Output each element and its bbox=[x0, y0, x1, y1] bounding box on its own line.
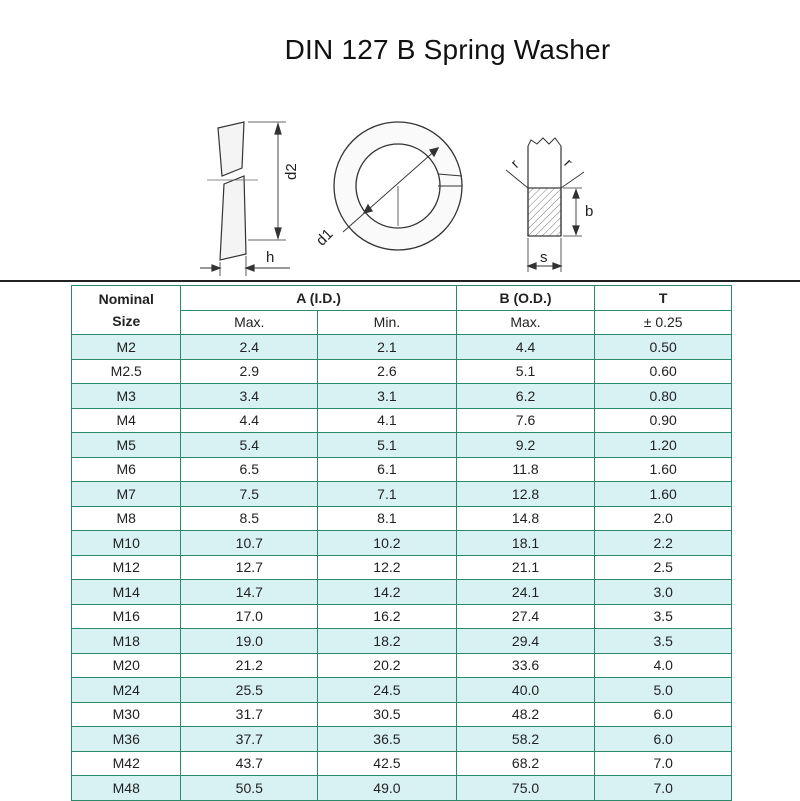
cell-nominal-size: M42 bbox=[72, 751, 181, 776]
cell-a-min: 24.5 bbox=[318, 678, 457, 703]
cell-a-min: 14.2 bbox=[318, 580, 457, 605]
cell-a-max: 6.5 bbox=[181, 457, 318, 482]
cell-t: 5.0 bbox=[595, 678, 732, 703]
table-header-row bbox=[72, 286, 732, 311]
cell-a-max: 21.2 bbox=[181, 653, 318, 678]
cell-b-max: 68.2 bbox=[456, 751, 595, 776]
table-row bbox=[72, 776, 732, 801]
cell-b-max: 75.0 bbox=[456, 776, 595, 801]
cell-a-max: 14.7 bbox=[181, 580, 318, 605]
cell-a-max: 10.7 bbox=[181, 531, 318, 556]
header-b: B (O.D.) bbox=[456, 286, 595, 311]
cell-a-min: 18.2 bbox=[318, 629, 457, 654]
header-t-tol: ± 0.25 bbox=[595, 310, 732, 335]
cell-a-min: 12.2 bbox=[318, 555, 457, 580]
label-s: s bbox=[540, 249, 548, 266]
cell-a-min: 30.5 bbox=[318, 702, 457, 727]
table-row bbox=[72, 506, 732, 531]
cell-t: 4.0 bbox=[595, 653, 732, 678]
cell-a-max: 2.9 bbox=[181, 359, 318, 384]
cell-nominal-size: M16 bbox=[72, 604, 181, 629]
cell-a-min: 7.1 bbox=[318, 482, 457, 507]
cell-a-min: 3.1 bbox=[318, 384, 457, 409]
table-row bbox=[72, 531, 732, 556]
table-row bbox=[72, 555, 732, 580]
cell-nominal-size: M14 bbox=[72, 580, 181, 605]
ring-view bbox=[334, 122, 462, 250]
cell-a-min: 6.1 bbox=[318, 457, 457, 482]
cell-nominal-size: M20 bbox=[72, 653, 181, 678]
table-row bbox=[72, 678, 732, 703]
cell-t: 2.0 bbox=[595, 506, 732, 531]
cell-nominal-size: M12 bbox=[72, 555, 181, 580]
label-d2: d2 bbox=[283, 163, 300, 180]
cell-a-max: 8.5 bbox=[181, 506, 318, 531]
washer-drawing bbox=[0, 0, 800, 280]
header-a-min: Min. bbox=[318, 310, 457, 335]
table-row bbox=[72, 653, 732, 678]
table-row bbox=[72, 604, 732, 629]
cell-t: 2.5 bbox=[595, 555, 732, 580]
cell-nominal-size: M3 bbox=[72, 384, 181, 409]
cell-b-max: 7.6 bbox=[456, 408, 595, 433]
cell-nominal-size: M2 bbox=[72, 335, 181, 360]
cell-t: 3.0 bbox=[595, 580, 732, 605]
header-a: A (I.D.) bbox=[181, 286, 456, 311]
cell-a-max: 5.4 bbox=[181, 433, 318, 458]
cell-b-max: 40.0 bbox=[456, 678, 595, 703]
label-h: h bbox=[266, 249, 275, 266]
divider-line bbox=[0, 280, 800, 282]
cell-nominal-size: M2.5 bbox=[72, 359, 181, 384]
header-nominal: Nominal bbox=[98, 291, 154, 307]
cell-a-min: 4.1 bbox=[318, 408, 457, 433]
header-nominal-size bbox=[72, 286, 181, 335]
cell-a-max: 19.0 bbox=[181, 629, 318, 654]
cell-b-max: 4.4 bbox=[456, 335, 595, 360]
cell-b-max: 9.2 bbox=[456, 433, 595, 458]
label-r-left: r bbox=[507, 156, 522, 171]
cell-nominal-size: M5 bbox=[72, 433, 181, 458]
header-a-max: Max. bbox=[181, 310, 318, 335]
cell-b-max: 33.6 bbox=[456, 653, 595, 678]
cell-b-max: 12.8 bbox=[456, 482, 595, 507]
cell-a-min: 20.2 bbox=[318, 653, 457, 678]
cell-b-max: 5.1 bbox=[456, 359, 595, 384]
cell-nominal-size: M10 bbox=[72, 531, 181, 556]
cell-t: 1.20 bbox=[595, 433, 732, 458]
cell-a-min: 2.1 bbox=[318, 335, 457, 360]
cell-b-max: 27.4 bbox=[456, 604, 595, 629]
cell-nominal-size: M30 bbox=[72, 702, 181, 727]
cell-b-max: 18.1 bbox=[456, 531, 595, 556]
table-row bbox=[72, 751, 732, 776]
cell-b-max: 21.1 bbox=[456, 555, 595, 580]
header-t: T bbox=[595, 286, 732, 311]
table-row bbox=[72, 384, 732, 409]
cell-a-max: 12.7 bbox=[181, 555, 318, 580]
table-row bbox=[72, 457, 732, 482]
table-row bbox=[72, 702, 732, 727]
cell-t: 0.60 bbox=[595, 359, 732, 384]
cell-t: 3.5 bbox=[595, 604, 732, 629]
cell-a-max: 3.4 bbox=[181, 384, 318, 409]
cell-t: 0.90 bbox=[595, 408, 732, 433]
spring-washer-dimension-table bbox=[71, 285, 732, 801]
cell-nominal-size: M4 bbox=[72, 408, 181, 433]
cell-a-max: 43.7 bbox=[181, 751, 318, 776]
cell-a-min: 8.1 bbox=[318, 506, 457, 531]
cell-t: 7.0 bbox=[595, 751, 732, 776]
label-b: b bbox=[585, 203, 594, 220]
cell-nominal-size: M36 bbox=[72, 727, 181, 752]
table-row bbox=[72, 408, 732, 433]
cell-t: 6.0 bbox=[595, 727, 732, 752]
cell-t: 1.60 bbox=[595, 482, 732, 507]
cell-a-min: 36.5 bbox=[318, 727, 457, 752]
side-view bbox=[200, 122, 290, 276]
cell-a-max: 17.0 bbox=[181, 604, 318, 629]
cell-t: 2.2 bbox=[595, 531, 732, 556]
cell-t: 1.60 bbox=[595, 457, 732, 482]
cell-b-max: 6.2 bbox=[456, 384, 595, 409]
table-row bbox=[72, 580, 732, 605]
cell-a-min: 16.2 bbox=[318, 604, 457, 629]
cell-t: 3.5 bbox=[595, 629, 732, 654]
cell-nominal-size: M48 bbox=[72, 776, 181, 801]
cell-b-max: 11.8 bbox=[456, 457, 595, 482]
table-row bbox=[72, 335, 732, 360]
cell-a-max: 4.4 bbox=[181, 408, 318, 433]
cell-a-max: 2.4 bbox=[181, 335, 318, 360]
table-row bbox=[72, 433, 732, 458]
cell-a-min: 2.6 bbox=[318, 359, 457, 384]
cell-b-max: 14.8 bbox=[456, 506, 595, 531]
cell-b-max: 24.1 bbox=[456, 580, 595, 605]
cell-a-min: 42.5 bbox=[318, 751, 457, 776]
cell-nominal-size: M24 bbox=[72, 678, 181, 703]
cell-a-min: 10.2 bbox=[318, 531, 457, 556]
label-d1: d1 bbox=[312, 225, 337, 250]
cell-nominal-size: M18 bbox=[72, 629, 181, 654]
cell-b-max: 58.2 bbox=[456, 727, 595, 752]
header-b-max: Max. bbox=[456, 310, 595, 335]
cell-b-max: 48.2 bbox=[456, 702, 595, 727]
label-r-right: r bbox=[561, 155, 576, 170]
header-size: Size bbox=[112, 313, 141, 329]
cell-t: 0.80 bbox=[595, 384, 732, 409]
cell-a-max: 37.7 bbox=[181, 727, 318, 752]
cell-nominal-size: M8 bbox=[72, 506, 181, 531]
table-row bbox=[72, 727, 732, 752]
table-row bbox=[72, 359, 732, 384]
cell-nominal-size: M6 bbox=[72, 457, 181, 482]
cell-t: 0.50 bbox=[595, 335, 732, 360]
cell-a-min: 5.1 bbox=[318, 433, 457, 458]
cell-b-max: 29.4 bbox=[456, 629, 595, 654]
cell-a-min: 49.0 bbox=[318, 776, 457, 801]
cell-a-max: 7.5 bbox=[181, 482, 318, 507]
cell-t: 6.0 bbox=[595, 702, 732, 727]
cell-t: 7.0 bbox=[595, 776, 732, 801]
cell-nominal-size: M7 bbox=[72, 482, 181, 507]
table-row bbox=[72, 629, 732, 654]
cell-a-max: 31.7 bbox=[181, 702, 318, 727]
page-title: DIN 127 B Spring Washer bbox=[284, 34, 611, 65]
cell-a-max: 25.5 bbox=[181, 678, 318, 703]
cell-a-max: 50.5 bbox=[181, 776, 318, 801]
table-row bbox=[72, 482, 732, 507]
